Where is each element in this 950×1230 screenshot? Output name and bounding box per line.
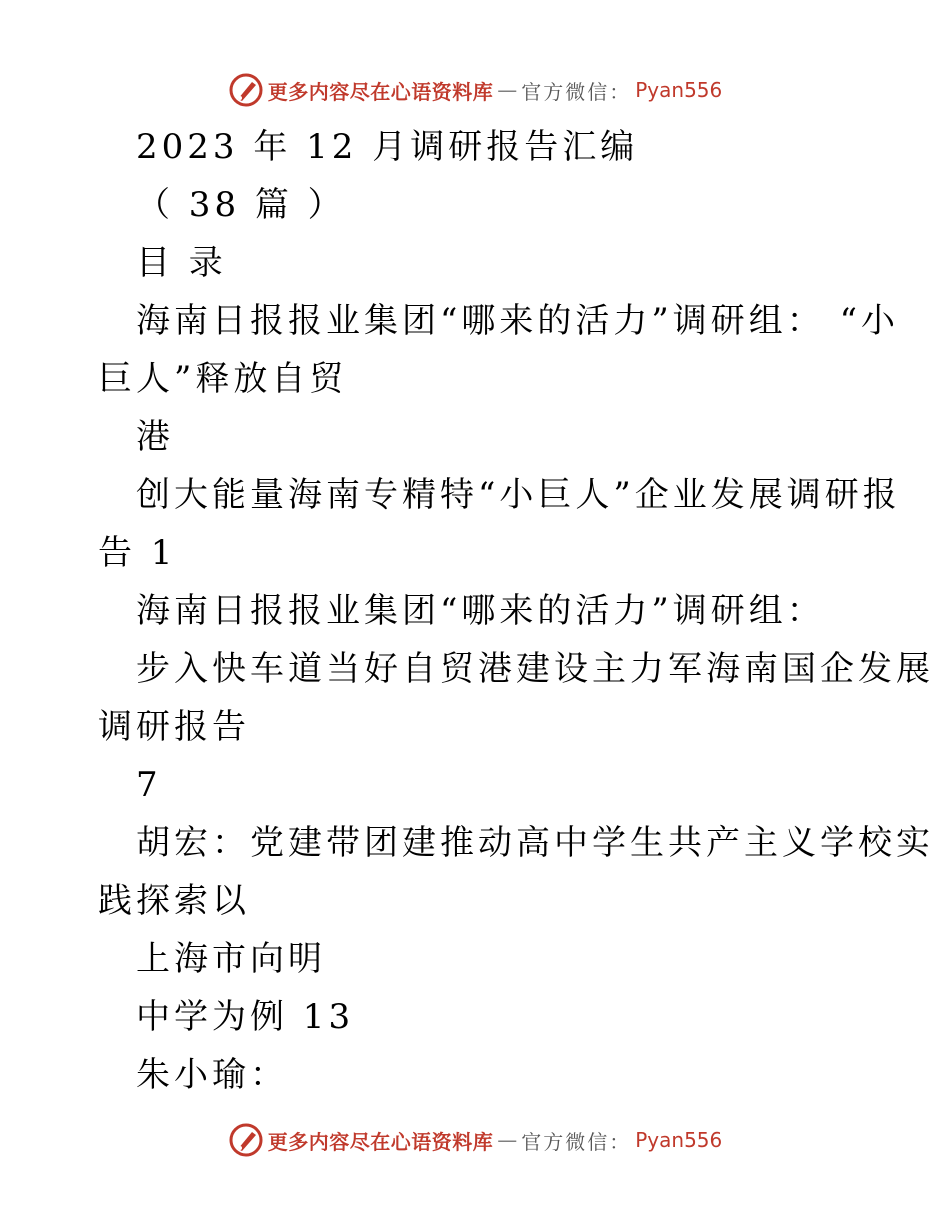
watermark-separator: — — [497, 1128, 518, 1152]
document-line: 港 — [136, 417, 174, 457]
document-line: 目 录 — [136, 243, 227, 283]
document-line: 海南日报报业集团“哪来的活力”调研组： “小 — [136, 301, 899, 341]
document-line: 步入快车道当好自贸港建设主力军海南国企发展 — [136, 649, 934, 689]
document-line: （ 38 篇 ） — [136, 185, 346, 225]
pen-logo-icon — [228, 1122, 264, 1158]
document-line: 调研报告 — [98, 707, 250, 747]
document-line: 7 — [136, 765, 162, 805]
document-line: 胡宏：党建带团建推动高中学生共产主义学校实 — [136, 823, 934, 863]
document-line: 2023 年 12 月调研报告汇编 — [136, 127, 639, 167]
document-line: 巨人”释放自贸 — [98, 359, 348, 399]
document-line: 上海市向明 — [136, 939, 326, 979]
watermark-wechat-id: Pyan556 — [635, 78, 723, 102]
document-body — [98, 118, 934, 1104]
watermark-wechat-label: 官方微信： — [521, 1129, 632, 1154]
document-line: 海南日报报业集团“哪来的活力”调研组： — [136, 591, 825, 631]
pen-logo-icon — [228, 72, 264, 108]
document-line: 告 1 — [98, 533, 177, 573]
document-line: 践探索以 — [98, 881, 250, 921]
watermark-text: 更多内容尽在心语资料库 — [267, 79, 494, 104]
watermark-text: 更多内容尽在心语资料库 — [267, 1129, 494, 1154]
watermark-footer — [0, 1122, 950, 1158]
watermark-header — [0, 72, 950, 108]
document-line: 创大能量海南专精特“小巨人”企业发展调研报 — [136, 475, 901, 515]
watermark-wechat-id: Pyan556 — [635, 1128, 723, 1152]
watermark-separator: — — [497, 78, 518, 102]
watermark-wechat-label: 官方微信： — [521, 79, 632, 104]
document-line: 朱小瑜： — [136, 1055, 288, 1095]
document-line: 中学为例 13 — [136, 997, 355, 1037]
